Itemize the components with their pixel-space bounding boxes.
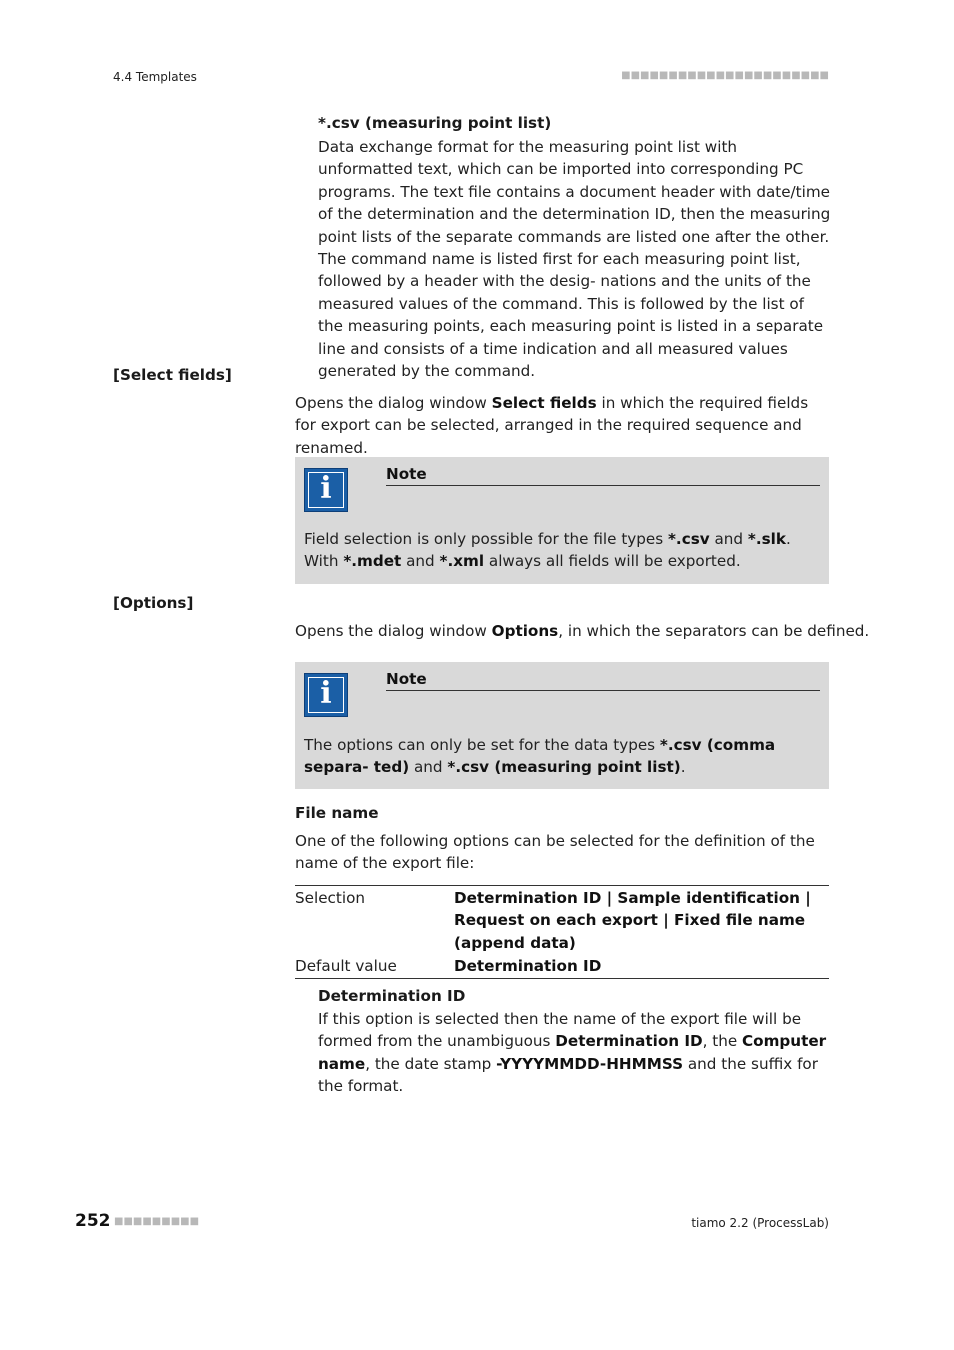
param-key: Default value — [295, 957, 397, 976]
select-fields-description: Opens the dialog window Select fields in which the required fields for export can be selected, arranged in the required sequence and renamed. — [295, 394, 809, 457]
file-name-parameter-table — [295, 885, 829, 979]
note-title: Note — [386, 465, 820, 486]
page-number: 252 — [75, 1211, 111, 1231]
note-box-options — [295, 662, 829, 789]
info-icon: i — [304, 468, 348, 512]
determination-id-title: Determination ID — [318, 987, 466, 1005]
footer-decoration: ■■■■■■■■■ — [114, 1216, 200, 1227]
file-name-description: One of the following options can be selected for the definition of the name of the export file: — [295, 832, 815, 873]
note-title: Note — [386, 670, 820, 691]
header-decoration: ■■■■■■■■■■■■■■■■■■■■■■ — [621, 70, 829, 81]
running-header-section: 4.4 Templates — [113, 70, 197, 84]
note-text: The options can only be set for the data types *.csv (comma separa- ted) and *.csv (measuring point list). — [304, 736, 776, 777]
csv-measuring-title: *.csv (measuring point list) — [318, 114, 552, 132]
product-name: tiamo 2.2 (ProcessLab) — [691, 1216, 829, 1230]
note-text: Field selection is only possible for the file types *.csv and *.slk. With *.mdet and *.xml always all fields will be exported. — [304, 530, 791, 571]
select-fields-heading: [Select fields] — [113, 366, 232, 384]
options-heading: [Options] — [113, 594, 194, 612]
param-value: Determination ID — [454, 957, 602, 976]
param-key: Selection — [295, 889, 365, 907]
determination-id-description: If this option is selected then the name of the export file will be formed from the unambiguous Determination ID, the Computer name, the date stamp -YYYYMMDD-HHMMSS and the suffix for the format. — [318, 1010, 827, 1096]
info-icon: i — [304, 673, 348, 717]
note-box-field-selection — [295, 457, 829, 584]
table-row — [295, 886, 829, 955]
options-description: Opens the dialog window Options, in which the separators can be defined. — [295, 622, 870, 640]
table-row — [295, 954, 829, 978]
file-name-heading: File name — [295, 804, 379, 822]
param-value: Determination ID | Sample identification | Request on each export | Fixed file name (append data) — [454, 889, 811, 952]
csv-measuring-description: Data exchange format for the measuring point list with unformatted text, which can be imported into corresponding PC programs. The text file contains a document header with date/time of the determination and the determination ID, then the measuring point lists of the separate commands are listed one after the other. The command name is listed first for each measuring point list, followed by a header with the desig- nations and the units of the measured values of the command. This is followed by the list of the measuring points, each measuring point is listed in a separate line and consists of a time indication and all measured values generated by the command. — [318, 138, 831, 381]
